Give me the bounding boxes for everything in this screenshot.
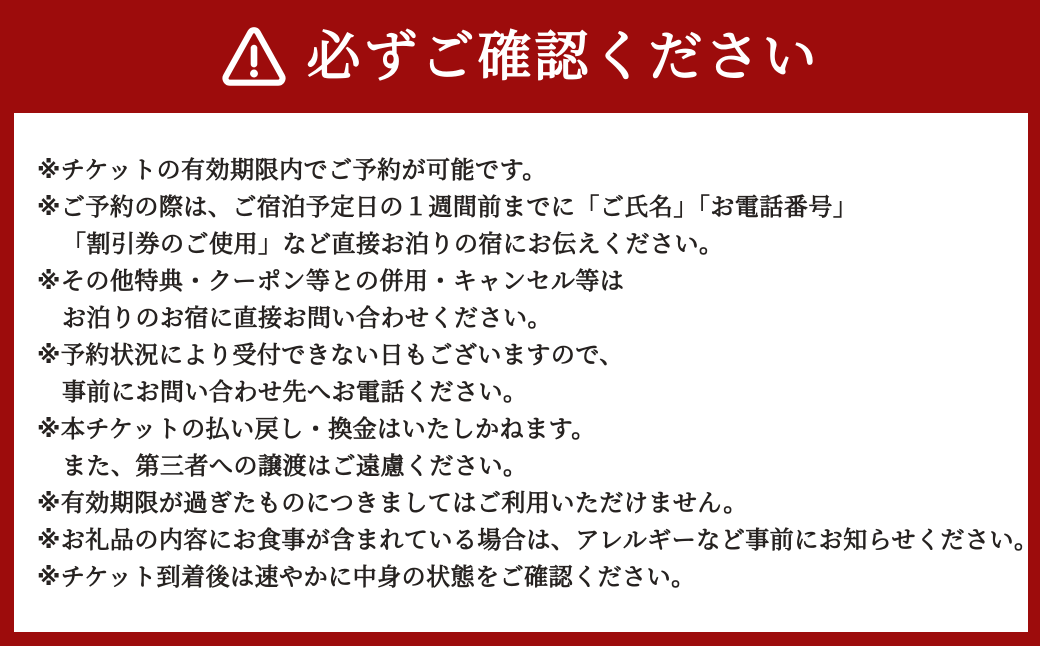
notice-item-validity: ※チケットの有効期限内でご予約が可能です。 [37, 156, 547, 184]
notice-item-reservation-2: 「割引券のご使用」など直接お泊りの宿にお伝えください。 [62, 230, 724, 258]
notice-item-refund: ※本チケットの払い戻し・換金はいたしかねます。 [37, 415, 596, 443]
page-title: 必ずご確認ください [306, 24, 820, 88]
notice-item-availability-2: 事前にお問い合わせ先へお電話ください。 [62, 378, 528, 406]
warning-triangle-icon [221, 25, 287, 89]
notice-item-coupon-2: お泊りのお宿に直接お問い合わせください。 [62, 304, 552, 332]
notice-item-reservation: ※ご予約の際は、ご宿泊予定日の１週間前までに「ご氏名」「お電話番号」 [37, 193, 858, 221]
notice-header [0, 0, 1040, 113]
notice-item-coupon: ※その他特典・クーポン等との併用・キャンセル等は [37, 267, 625, 295]
notice-panel [14, 113, 1039, 632]
notice-item-allergy: ※お礼品の内容にお食事が含まれている場合は、アレルギーなど事前にお知らせください。 [37, 526, 1039, 554]
notice-item-refund-2: また、第三者への譲渡はご遠慮ください。 [62, 452, 528, 480]
notice-item-availability: ※予約状況により受付できない日もございますので、 [37, 341, 624, 369]
notice-item-arrival-check: ※チケット到着後は速やかに中身の状態をご確認ください。 [37, 563, 696, 591]
notice-item-expired: ※有効期限が過ぎたものにつきましてはご利用いただけません。 [37, 489, 748, 517]
